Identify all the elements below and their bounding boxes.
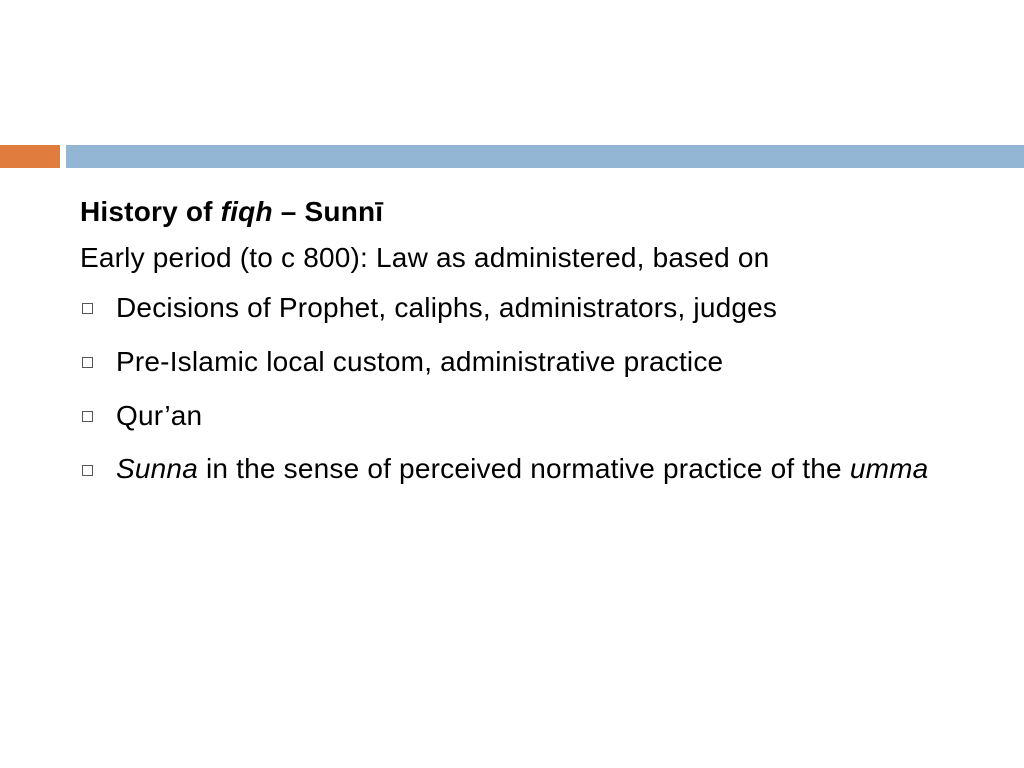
bullet-italic-lead: Sunna [116,453,198,484]
bullet-text: Decisions of Prophet, caliphs, administrators, judges [116,292,778,323]
bullet-text: in the sense of perceived normative practice of the [197,453,850,484]
list-item [80,394,980,438]
hollow-square-bullet-icon [82,357,93,368]
hollow-square-bullet-icon [82,303,93,314]
hollow-square-bullet-icon [82,465,93,476]
slide-heading [80,190,980,234]
hollow-square-bullet-icon [82,411,93,422]
heading-suffix: – Sunnī [272,196,384,227]
bullet-italic-tail: umma [849,453,929,484]
slide-content [80,190,980,500]
intro-text: Early period (to c 800): Law as administered, based on [80,242,770,273]
bullet-text: Qur’an [116,400,203,431]
bullet-list [80,286,980,490]
accent-bar [0,145,60,168]
header-bar [66,145,1024,168]
list-item [80,340,980,384]
list-item [80,448,980,490]
list-item [80,286,980,330]
heading-prefix: History of [80,196,221,227]
bullet-text: Pre-Islamic local custom, administrative practice [116,346,724,377]
heading-italic-term: fiqh [220,196,273,227]
